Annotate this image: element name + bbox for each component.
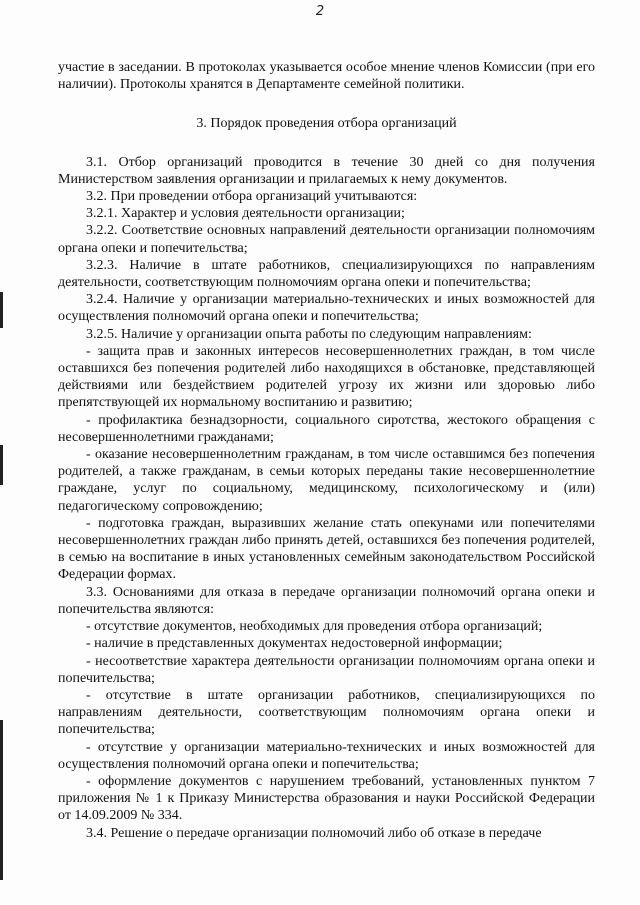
paragraph: 3.4. Решение о передаче организации полномочий либо об отказе в передаче [86,825,542,841]
paragraph: 3.2.2. Соответствие основных направлений деятельности организации полномочиям органа опеки и попечительства; [58,223,595,256]
scan-edge-mark [0,292,3,328]
list-item: - отсутствие в штате организации работников, специализирующихся по направлениям деятельности, соответствующим полномочиям органа опеки и попечительства; [58,687,595,738]
paragraph: 3.2.5. Наличие у организации опыта работы по следующим направлениям: [86,326,532,342]
list-item: - подготовка граждан, выразивших желание стать опекунами или попечителями несовершеннолетних граждан либо принять детей, оставшихся без попечения родителей, в семью на воспитание в иных установленных семейным законодательством Российской Федерации формах. [58,515,595,583]
scan-edge-mark [0,720,3,880]
continued-paragraph: участие в заседании. В протоколах указывается особое мнение членов Комиссии (при его наличии). Протоколы хранятся в Департаменте семейной политики. [58,60,595,93]
list-item: - оформление документов с нарушением требований, установленных пунктом 7 приложения № 1 к Приказу Министерства образования и науки Российской Федерации от 14.09.2009 № 334. [58,773,595,824]
paragraph: 3.2.3. Наличие в штате работников, специализирующихся по направлениям деятельности, соответствующим полномочиям органа опеки и попечительства; [58,257,595,291]
section-title: 3. Порядок проведения отбора организаций [196,116,457,132]
list-item: - несоответствие характера деятельности организации полномочиям органа опеки и попечительства; [58,653,595,686]
list-item: - защита прав и законных интересов несовершеннолетних граждан, в том числе оставшихся без попечения родителей либо находящихся в обстановке, представляющей действиями или бездействием родителей угрозу их жизни или здоровью либо препятствующей их нормальному воспитанию и развитию; [58,343,595,411]
paragraph: 3.2. При проведении отбора организаций учитываются: [86,189,418,205]
paragraph: 3.1. Отбор организаций проводится в течение 30 дней со дня получения Министерством заявления организации и прилагаемых к нему документов. [58,154,595,187]
document-body [58,59,595,842]
paragraph: 3.3. Основаниями для отказа в передаче организации полномочий органа опеки и попечительства являются: [58,584,595,617]
scan-edge-mark [0,445,3,485]
page-number: 2 [315,4,325,19]
list-item: - оказание несовершеннолетним гражданам, в том числе оставшимся без попечения родителей, а также гражданам, в семьи которых переданы такие несовершеннолетние граждане, услуг по социальному, медицинскому, психологическому и (или) педагогическому сопровождению; [58,447,595,514]
paragraph: 3.2.4. Наличие у организации материально-технических и иных возможностей для осуществления полномочий органа опеки и попечительства; [58,292,595,325]
paragraph: 3.2.1. Характер и условия деятельности организации; [86,206,405,222]
list-item: - отсутствие у организации материально-технических и иных возможностей для осуществления полномочий органа опеки и попечительства; [58,739,595,772]
list-item: - наличие в представленных документах недостоверной информации; [86,636,503,652]
list-item: - профилактика безнадзорности, социального сиротства, жестокого обращения с несовершеннолетними гражданами; [58,412,595,445]
list-item: - отсутствие документов, необходимых для проведения отбора организаций; [86,619,543,635]
